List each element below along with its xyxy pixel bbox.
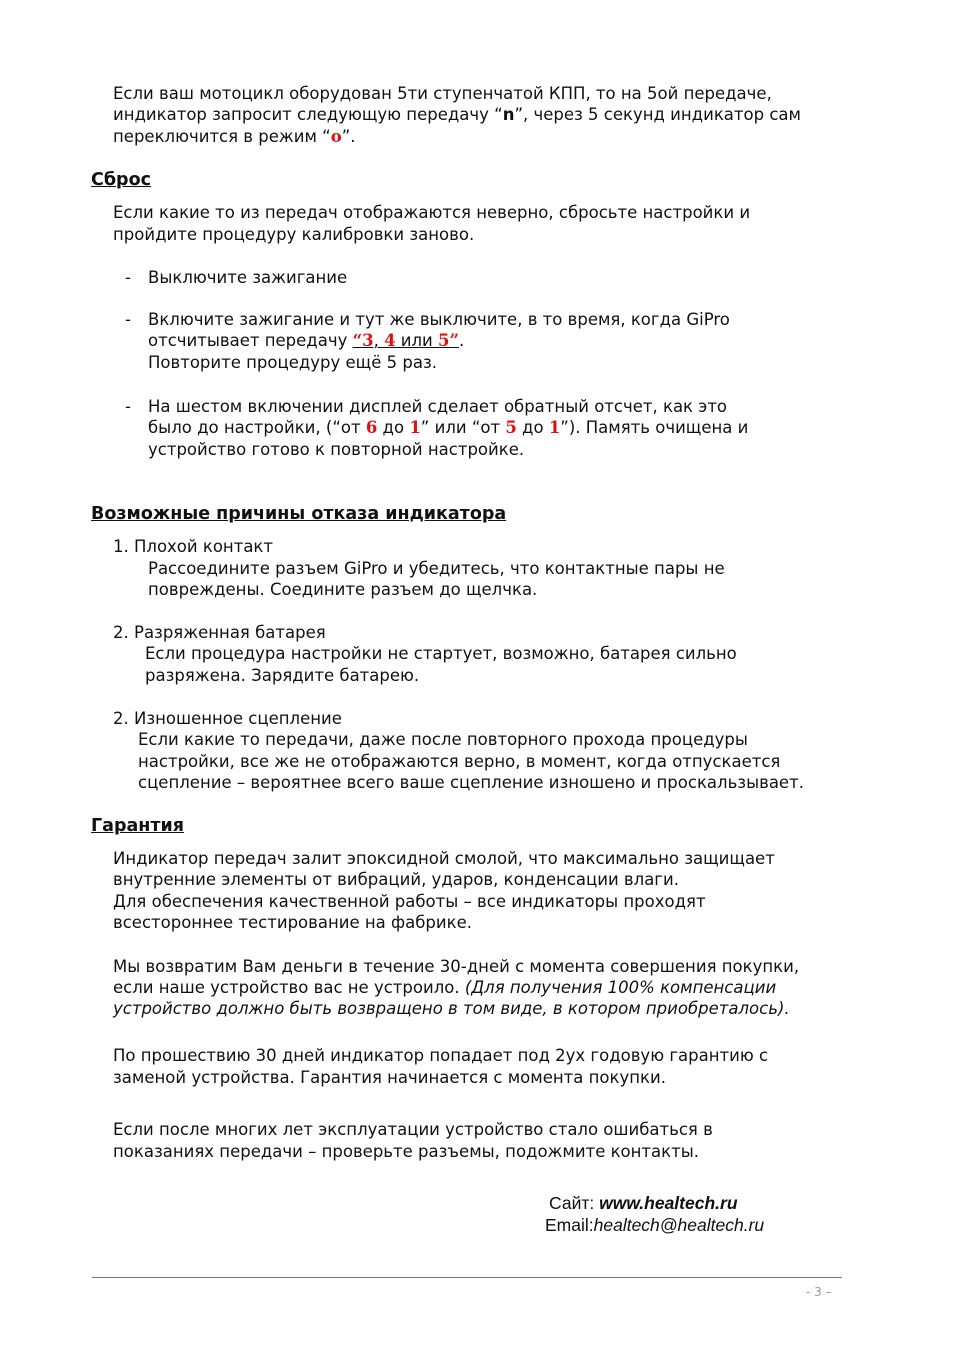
cause-3-line-3: сцепление – вероятнее всего ваше сцепление изношено и проскальзывает. <box>138 773 804 792</box>
text: было до настройки, (“от <box>148 418 366 437</box>
page-number: - 3 – <box>806 1285 832 1299</box>
causes-heading: Возможные причины отказа индикатора <box>91 504 507 524</box>
warranty-p4-line-2: показаниях передачи – проверьте разъемы, подожмите контакты. <box>113 1142 700 1161</box>
cause-3-line-2: настройки, все же не отображаются верно, в момент, когда отпускается <box>138 752 781 771</box>
cause-1-line-2: повреждены. Соедините разъем до щелчка. <box>148 580 538 599</box>
gear-4: 4 <box>384 331 396 350</box>
warranty-p4-line-1: Если после многих лет эксплуатации устройство стало ошибаться в <box>113 1120 713 1139</box>
text: ”, через 5 секунд индикатор сам <box>514 105 801 124</box>
reset-heading: Сброс <box>91 170 151 190</box>
gear-3: 3 <box>362 331 374 350</box>
warranty-p3-line-2: заменой устройства. Гарантия начинается с момента покупки. <box>113 1068 666 1087</box>
intro-line-1: Если ваш мотоцикл оборудован 5ти ступенчатой КПП, то на 5ой передаче, <box>113 84 772 103</box>
reset-step-3-line-2 <box>148 417 748 438</box>
intro-line-3 <box>113 126 356 147</box>
warranty-p1-line-2: внутренние элементы от вибраций, ударов, конденсации влаги. <box>113 870 679 889</box>
warranty-p2-line-3: устройство должно быть возвращено в том виде, в котором приобреталось). <box>113 999 790 1018</box>
list-dash: - <box>125 310 131 329</box>
cause-2-line-1: Если процедура настройки не стартует, возможно, батарея сильно <box>145 644 737 663</box>
site-line <box>549 1193 738 1214</box>
reset-step-2-line-1: Включите зажигание и тут же выключите, в то время, когда GiPro <box>148 310 730 329</box>
cause-2-title: 2. Разряженная батарея <box>113 623 326 642</box>
gear-o: o <box>330 127 342 146</box>
email-link[interactable]: healtech@healtech.ru <box>593 1215 765 1235</box>
gear-sequence <box>353 331 459 350</box>
site-link[interactable]: www.healtech.ru <box>599 1193 738 1213</box>
cause-1-line-1: Рассоедините разъем GiPro и убедитесь, что контактные пары не <box>148 559 725 578</box>
quote: ” <box>449 331 460 350</box>
gear-1: 1 <box>409 418 421 437</box>
intro-line-2 <box>113 104 801 125</box>
text: если наше устройство вас не устроило. <box>113 978 465 997</box>
cause-2-line-2: разряжена. Зарядите батарею. <box>145 666 420 685</box>
gear-1: 1 <box>548 418 561 437</box>
email-label: Email: <box>545 1215 594 1235</box>
gear-n: n <box>502 105 515 124</box>
warranty-p3-line-1: По прошествию 30 дней индикатор попадает под 2ух годовую гарантию с <box>113 1046 769 1065</box>
text: . <box>459 331 465 350</box>
text: , <box>373 331 385 350</box>
reset-step-3-line-1: На шестом включении дисплей сделает обратный отсчет, как это <box>148 397 728 416</box>
italic-note: (Для получения 100% компенсации <box>464 978 777 997</box>
reset-paragraph-line-2: пройдите процедуру калибровки заново. <box>113 225 475 244</box>
reset-paragraph-line-1: Если какие то из передач отображаются неверно, сбросьте настройки и <box>113 203 751 222</box>
text: до <box>516 418 549 437</box>
cause-1-title: 1. Плохой контакт <box>113 537 274 556</box>
footer-divider <box>92 1277 842 1278</box>
email-line <box>545 1215 764 1236</box>
warranty-p2-line-1: Мы возвратим Вам деньги в течение 30-дней с момента совершения покупки, <box>113 957 800 976</box>
text: ”. <box>341 127 356 146</box>
warranty-heading: Гарантия <box>91 816 185 836</box>
reset-step-3-line-3: устройство готово к повторной настройке. <box>148 440 525 459</box>
text: ” или “от <box>420 418 506 437</box>
text: ”). Память очищена и <box>560 418 749 437</box>
cause-3-title: 2. Изношенное сцепление <box>113 709 342 728</box>
reset-step-2-line-2 <box>148 330 464 351</box>
reset-step-2-line-3: Повторите процедуру ещё 5 раз. <box>148 353 437 372</box>
text: отсчитывает передачу <box>148 331 353 350</box>
gear-5: 5 <box>438 331 450 350</box>
quote: “ <box>352 331 363 350</box>
warranty-p1-line-4: всестороннее тестирование на фабрике. <box>113 913 472 932</box>
site-label: Сайт: <box>549 1193 600 1213</box>
text: индикатор запросит следующую передачу “ <box>113 105 503 124</box>
text: переключится в режим “ <box>113 127 331 146</box>
list-dash: - <box>125 397 131 416</box>
reset-step-1: Выключите зажигание <box>148 268 348 287</box>
cause-3-line-1: Если какие то передачи, даже после повторного прохода процедуры <box>138 730 748 749</box>
list-dash: - <box>125 268 131 287</box>
text: до <box>377 418 410 437</box>
text: или <box>395 331 439 350</box>
warranty-p1-line-1: Индикатор передач залит эпоксидной смолой, что максимально защищает <box>113 849 775 868</box>
gear-5: 5 <box>505 418 517 437</box>
gear-6: 6 <box>365 418 378 437</box>
warranty-p1-line-3: Для обеспечения качественной работы – все индикаторы проходят <box>113 892 706 911</box>
warranty-p2-line-2 <box>113 977 776 998</box>
